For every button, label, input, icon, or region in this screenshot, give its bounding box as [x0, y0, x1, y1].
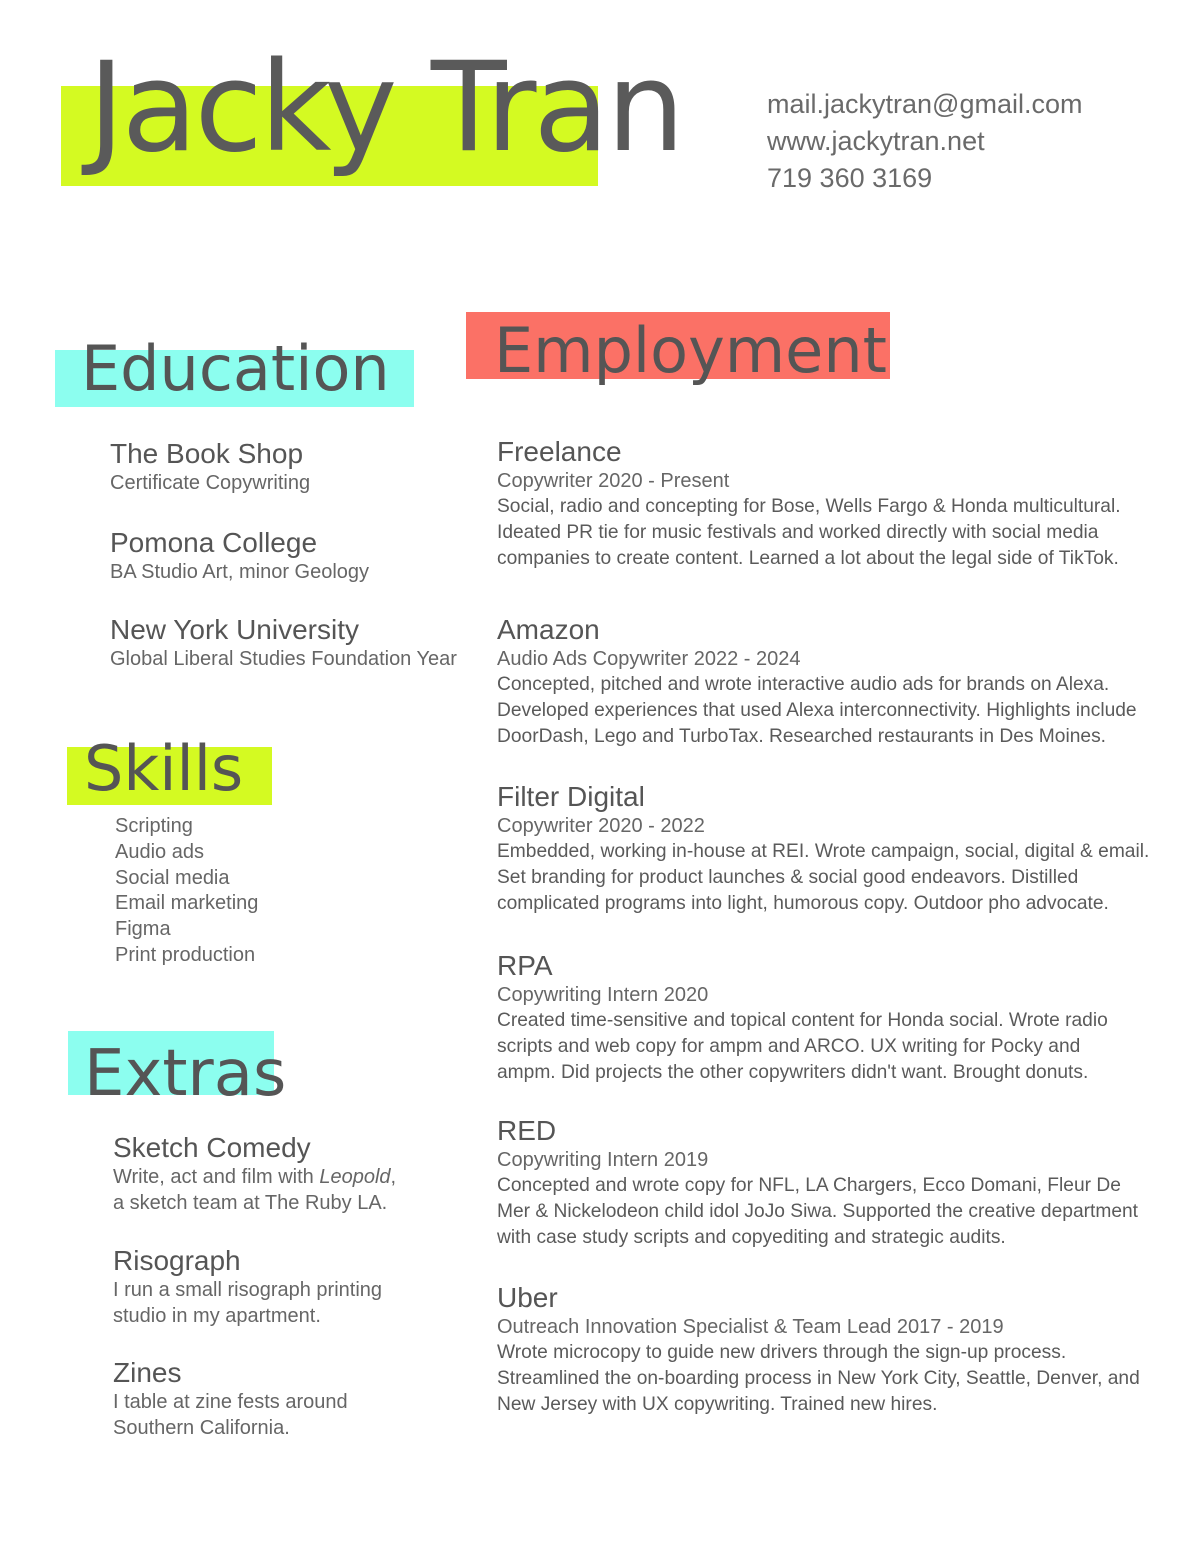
skill-item: Audio ads: [115, 840, 204, 863]
candidate-name: Jacky Tran: [88, 36, 682, 180]
extra-description: Write, act and film with Leopold,: [113, 1166, 397, 1188]
extra-name: Sketch Comedy: [113, 1132, 311, 1163]
job-entry: [497, 614, 1157, 750]
skill-item: Print production: [115, 943, 256, 966]
job-description: Social, radio and concepting for Bose, Wells Fargo & Honda multicultural. Ideated PR tie for music festivals and worked directly with social media companies to create content. Learned a lot about the legal side of TikTok.: [497, 496, 1121, 569]
company-name: RED: [497, 1115, 557, 1146]
job-role: Outreach Innovation Specialist & Team Lead 2017 - 2019: [497, 1316, 1004, 1338]
school-name: New York University: [110, 614, 359, 645]
job-entry: [497, 436, 1157, 572]
employment-heading: Employment: [494, 314, 887, 387]
extras-heading: Extras: [84, 1037, 287, 1111]
company-name: Freelance: [497, 436, 622, 467]
school-detail: Global Liberal Studies Foundation Year: [110, 648, 457, 670]
company-name: Uber: [497, 1282, 558, 1313]
extras-item: [113, 1357, 348, 1441]
phone-number: 719 360 3169: [767, 163, 933, 193]
job-entry: [497, 950, 1157, 1086]
education-item: [110, 614, 457, 672]
company-name: RPA: [497, 950, 553, 981]
job-role: Copywriting Intern 2019: [497, 1149, 709, 1171]
job-description: Concepted, pitched and wrote interactive audio ads for brands on Alexa. Developed experiences that used Alexa interconnectivity. Highlights include DoorDash, Lego and TurboTax. Researched restaurants in Des Moines.: [497, 674, 1137, 747]
job-role: Copywriter 2020 - 2022: [497, 815, 705, 837]
job-role: Audio Ads Copywriter 2022 - 2024: [497, 648, 801, 670]
job-entry: [497, 781, 1157, 917]
school-name: Pomona College: [110, 527, 318, 558]
extras-item: [113, 1245, 382, 1329]
company-name: Filter Digital: [497, 781, 645, 812]
job-description: Concepted and wrote copy for NFL, LA Chargers, Ecco Domani, Fleur De Mer & Nickelodeon child idol JoJo Siwa. Supported the creative department with case study scripts and copyediting and strategic audits.: [497, 1175, 1138, 1248]
skill-item: Email marketing: [115, 892, 259, 915]
school-name: The Book Shop: [110, 438, 304, 469]
job-role: Copywriting Intern 2020: [497, 984, 709, 1006]
job-description: Wrote microcopy to guide new drivers through the sign-up process. Streamlined the on-boarding process in New York City, Seattle, Denver, and New Jersey with UX copywriting. Trained new hires.: [497, 1342, 1140, 1415]
company-name: Amazon: [497, 614, 600, 645]
skills-list: [115, 814, 258, 969]
extra-description: I run a small risograph printing: [113, 1279, 383, 1301]
extra-description: I table at zine fests around: [113, 1391, 348, 1413]
extra-description: a sketch team at The Ruby LA.: [113, 1192, 388, 1214]
extras-item: [113, 1132, 396, 1216]
skills-heading: Skills: [84, 732, 244, 805]
job-description: Embedded, working in-house at REI. Wrote campaign, social, digital & email. Set branding for product launches & social good endeavors. Distilled complicated programs into light, humorous copy. Outdoor pho advocate.: [497, 841, 1150, 914]
job-role: Copywriter 2020 - Present: [497, 470, 730, 492]
school-detail: Certificate Copywriting: [110, 472, 311, 494]
extra-name: Zines: [113, 1357, 182, 1388]
email-link[interactable]: mail.jackytran@gmail.com: [767, 89, 1083, 119]
extra-name: Risograph: [113, 1245, 241, 1276]
job-entry: [497, 1115, 1157, 1251]
job-entry: [497, 1282, 1157, 1418]
education-item: [110, 438, 310, 496]
website-link[interactable]: www.jackytran.net: [767, 126, 985, 156]
extra-description: studio in my apartment.: [113, 1305, 321, 1327]
education-heading: Education: [81, 332, 390, 405]
skill-item: Scripting: [115, 815, 193, 837]
school-detail: BA Studio Art, minor Geology: [110, 561, 370, 583]
contact-info: [767, 86, 1082, 197]
extra-description: Southern California.: [113, 1417, 290, 1439]
skill-item: Social media: [115, 866, 230, 889]
education-item: [110, 527, 369, 585]
job-description: Created time-sensitive and topical content for Honda social. Wrote radio scripts and web copy for ampm and ARCO. UX writing for Pocky and ampm. Did projects the other copywriters didn't want. Brought donuts.: [497, 1010, 1108, 1083]
skill-item: Figma: [115, 918, 171, 941]
